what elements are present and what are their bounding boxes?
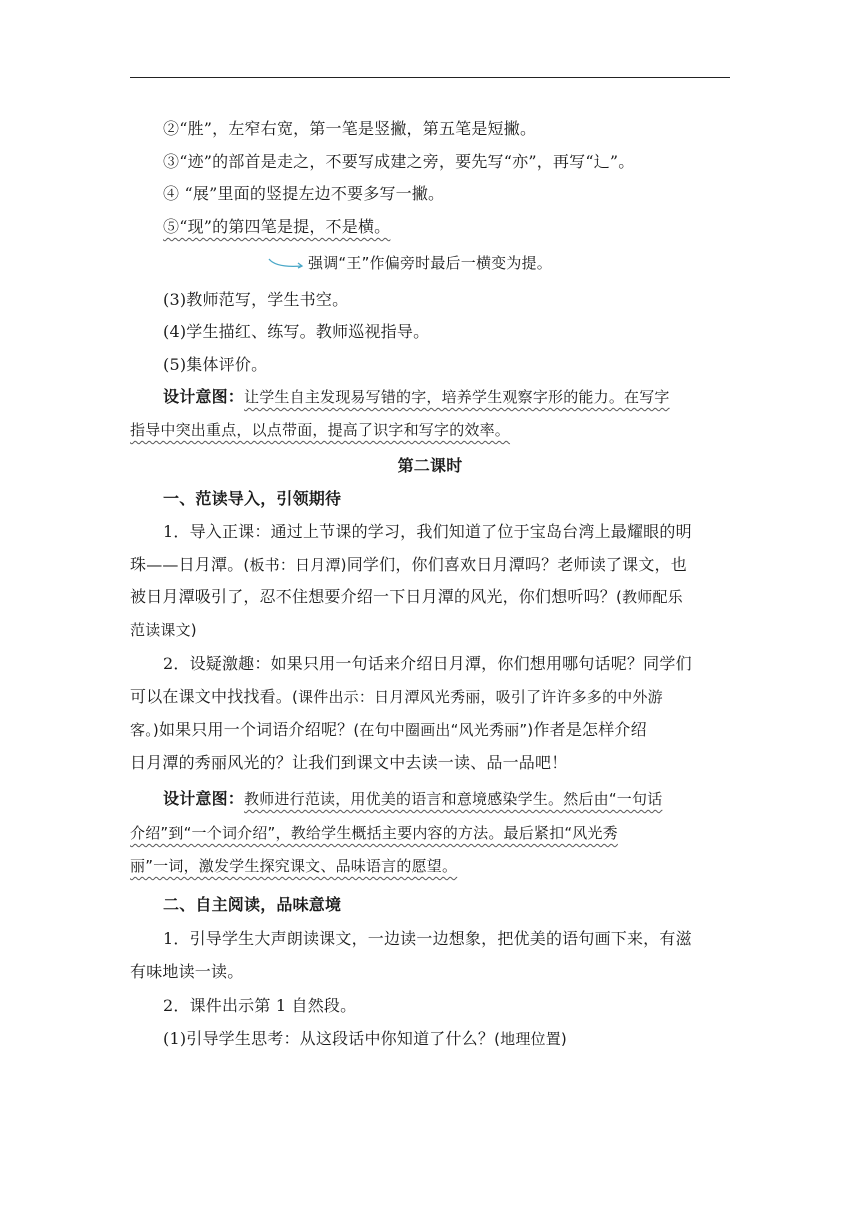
text-line: ④ “展”里面的竖提左边不要多写一撇。 <box>163 184 445 203</box>
paragraph-line: 1．引导学生大声朗读课文，一边读一边想象，把优美的语句画下来，有滋 <box>163 929 692 948</box>
text-span: (1)引导学生思考：从这段话中你知道了什么？ <box>163 1029 495 1048</box>
step-5: (5)集体评价。 <box>163 355 268 374</box>
paragraph-line <box>130 719 647 741</box>
text-line: ②“胜”，左窄右宽，第一笔是竖撇，第五笔是短撇。 <box>163 119 537 138</box>
section-heading: 一、范读导入，引领期待 <box>163 489 342 508</box>
margin-note: 强调“王”作偏旁时最后一横变为提。 <box>308 254 552 272</box>
text-line: ③“迹”的部首是走之，不要写成建之旁，要先写“亦”，再写“辶”。 <box>163 152 635 171</box>
text-span: 被日月潭吸引了，忍不住想要介绍一下日月潭的风光，你们想听吗？ <box>130 587 617 606</box>
text-span: 作者是怎样介绍 <box>533 720 647 739</box>
design-intent-text: 让学生自主发现易写错的字，培养学生观察字形的能力。在写字 <box>244 388 670 406</box>
step-3: (3)教师范写，学生书空。 <box>163 290 349 309</box>
text-span: 如果只用一个词语介绍呢？ <box>158 720 354 739</box>
teacher-note: (教师配乐 <box>616 588 683 606</box>
paragraph-line <box>130 586 683 608</box>
design-intent-label: 设计意图： <box>163 387 245 406</box>
courseware-note: (课件出示：日月潭风光秀丽，吸引了许许多多的中外游 <box>292 688 663 706</box>
paragraph-line: 2．设疑激趣：如果只用一句话来介绍日月潭，你们想用哪句话呢？同学们 <box>163 654 692 673</box>
text-span: 同学们，你们喜欢日月潭吗？老师读了课文，也 <box>346 555 687 574</box>
text-line-annotated: ⑤“现”的第四笔是提，不是横。 <box>163 217 391 236</box>
board-note: (板书：日月潭) <box>243 556 347 574</box>
step-4: (4)学生描红、练写。教师巡视指导。 <box>163 322 430 341</box>
annotation-arrow-icon <box>268 256 304 270</box>
design-intent-label: 设计意图： <box>163 789 245 808</box>
teacher-note: (在句中圈画出“风光秀丽”) <box>353 721 534 739</box>
paragraph-line <box>130 686 663 708</box>
paragraph-line <box>163 1028 567 1050</box>
teacher-note: (地理位置) <box>494 1030 567 1048</box>
paragraph-line: 1．导入正课：通过上节课的学习，我们知道了位于宝岛台湾上最耀眼的明 <box>163 522 692 541</box>
paragraph-line: 2．课件出示第 1 自然段。 <box>163 996 357 1015</box>
text-span: 可以在课文中找找看。 <box>130 687 293 706</box>
design-intent-text: 丽”一词，激发学生探究课文、品味语言的愿望。 <box>130 857 458 875</box>
header-rule <box>130 77 730 78</box>
teacher-note: 范读课文) <box>130 621 197 639</box>
design-intent-text: 介绍”到“一个词介绍”，教给学生概括主要内容的方法。最后紧扣“风光秀 <box>130 824 618 842</box>
design-intent-text: 教师进行范读，用优美的语言和意境感染学生。然后由“一句话 <box>244 790 663 808</box>
text-span: 珠——日月潭。 <box>130 555 244 574</box>
paragraph-line <box>130 554 687 576</box>
design-intent-text: 指导中突出重点，以点带面，提高了识字和写字的效率。 <box>130 421 511 439</box>
lesson-title: 第二课时 <box>397 456 463 475</box>
paragraph-line: 有味地读一读。 <box>130 962 244 981</box>
design-intent-2 <box>163 788 662 810</box>
design-intent-1 <box>163 386 670 408</box>
paragraph-line: 日月潭的秀丽风光的？让我们到课文中去读一读、品一品吧！ <box>130 753 568 772</box>
courseware-note: 客。) <box>130 721 159 739</box>
section-heading: 二、自主阅读，品味意境 <box>163 895 342 914</box>
